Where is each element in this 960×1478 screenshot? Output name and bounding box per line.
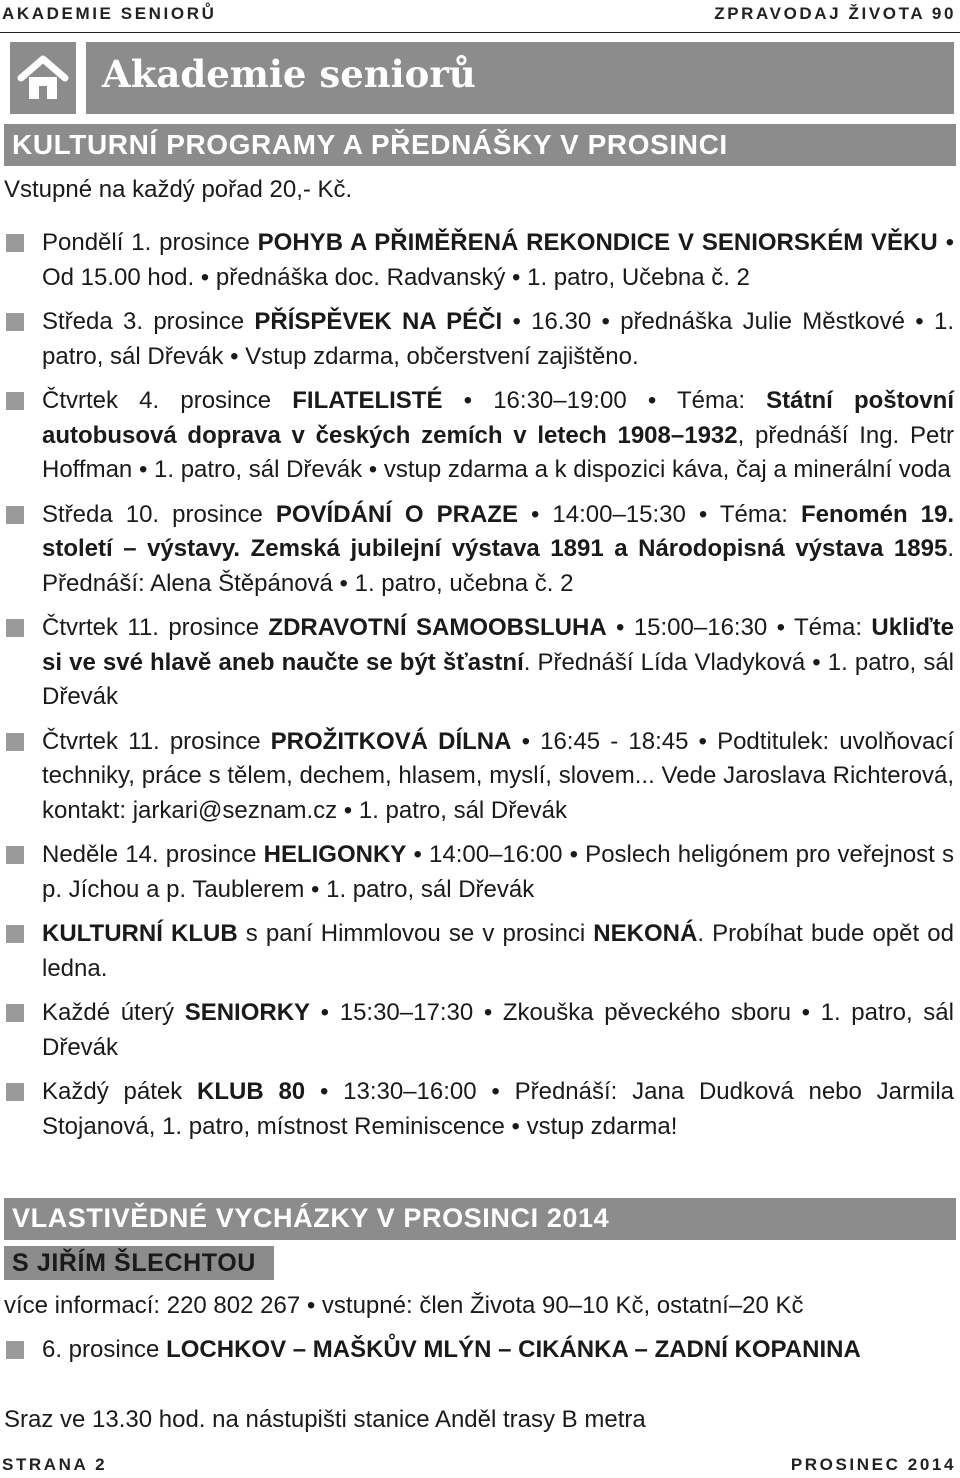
item-date: Čtvrtek 4. prosince: [42, 387, 293, 414]
item-topic: Fenomén 19. století – výstavy. Zemská jubilejní výstava 1891 a Národopisná výstava 1895: [42, 500, 955, 562]
list-item: [6, 226, 954, 295]
section-heading-walks-text: VLASTIVĚDNÉ VYCHÁZKY V PROSINCI 2014: [12, 1203, 610, 1233]
item-date: Každé úterý: [42, 999, 185, 1026]
square-bullet-icon: [6, 925, 24, 943]
square-bullet-icon: [6, 1004, 24, 1022]
item-date: Čtvrtek 11. prosince: [42, 727, 271, 755]
item-details: s paní Himmlovou se v prosinci: [237, 920, 594, 947]
item-date: Středa 10. prosince: [42, 500, 276, 528]
item-title: ZDRAVOTNÍ SAMOOBSLUHA: [268, 614, 607, 641]
item-status: NEKONÁ: [593, 920, 698, 947]
item-details: • 16.30 • přednáška Julie Městkové • 1. patro, sál Dřevák • Vstup zdarma, občerstvení zajištěno.: [42, 308, 954, 370]
item-details: • 13:30–16:00 • Přednáší: Jana Dudková nebo Jarmila Stojanová, 1. patro, místnost Reminiscence • vstup zdarma!: [42, 1078, 954, 1140]
item-title: HELIGONKY: [263, 841, 407, 868]
home-icon-box: [10, 42, 76, 114]
item-time: • 16:30–19:00 • Téma:: [442, 387, 767, 414]
item-title: KULTURNÍ KLUB: [42, 920, 238, 947]
square-bullet-icon: [6, 1341, 24, 1359]
item-details: . Přednáší Lída Vladyková • 1. patro, sál Dřevák: [42, 648, 954, 710]
item-time: • 15:00–16:30 • Téma:: [606, 614, 872, 641]
item-date: Neděle 14. prosince: [42, 841, 264, 868]
square-bullet-icon: [6, 619, 24, 637]
section-subheading-guide: [4, 1246, 274, 1280]
page-title: Akademie seniorů: [102, 52, 476, 96]
square-bullet-icon: [6, 506, 24, 524]
section-subheading-guide-text: S JIŘÍM ŠLECHTOU: [12, 1249, 256, 1277]
square-bullet-icon: [6, 313, 24, 331]
list-item: [6, 838, 954, 907]
footer-issue-date: PROSINEC 2014: [790, 1455, 956, 1474]
item-details: • 14:00–16:00 • Poslech heligónem pro veřejnost s p. Jíchou a p. Taublerem • 1. patro, sál Dřevák: [42, 841, 955, 903]
list-item: [6, 725, 954, 829]
list-item: [6, 384, 954, 488]
item-date: Pondělí 1. prosince: [42, 229, 258, 256]
item-title: SENIORKY: [184, 999, 311, 1026]
item-title: POVÍDÁNÍ O PRAZE: [275, 500, 518, 528]
walk-item: [6, 1333, 960, 1368]
page-header: [0, 0, 960, 33]
section-heading-programs-text: KULTURNÍ PROGRAMY A PŘEDNÁŠKY V PROSINCI: [12, 129, 728, 160]
item-details: • Od 15.00 hod. • přednáška doc. Radvanský • 1. patro, Učebna č. 2: [42, 229, 954, 291]
section-heading-programs: [4, 124, 956, 166]
square-bullet-icon: [6, 733, 24, 751]
home-icon: [10, 42, 76, 114]
item-title: PROŽITKOVÁ DÍLNA: [270, 727, 512, 755]
item-topic: Ukliďte si ve své hlavě aneb naučte se být šťastní: [42, 614, 954, 676]
meeting-point: Sraz ve 13.30 hod. na nástupišti stanice Anděl trasy B metra: [4, 1406, 646, 1433]
item-title: PŘÍSPĚVEK NA PÉČI: [254, 308, 503, 335]
admission-note: Vstupné na každý pořad 20,- Kč.: [4, 176, 353, 203]
list-item: [6, 917, 954, 986]
section-heading-walks: [4, 1198, 956, 1240]
item-topic: Státní poštovní autobusová doprava v českých zemích v letech 1908–1932: [42, 387, 954, 449]
item-details: , přednáší Ing. Petr Hoffman • 1. patro, sál Dřevák • vstup zdarma a k dispozici káva, čaj a minerální voda: [42, 421, 954, 483]
square-bullet-icon: [6, 1083, 24, 1101]
item-details: • 15:30–17:30 • Zkouška pěveckého sboru • 1. patro, sál Dřevák: [42, 999, 954, 1061]
item-details: • 16:45 - 18:45 • Podtitulek: uvolňovací techniky, práce s tělem, dechem, hlasem, myslí, slovem... Vede Jaroslava Richterová, kontakt: jarkari@seznam.cz • 1. patro, sál Dřevák: [42, 727, 954, 824]
list-item: [6, 305, 954, 374]
item-title: FILATELISTÉ: [292, 387, 443, 414]
list-item: [6, 498, 954, 602]
walk-date: 6. prosince: [42, 1336, 167, 1363]
square-bullet-icon: [6, 234, 24, 252]
item-date: Každý pátek: [42, 1078, 197, 1105]
list-item: [6, 1075, 954, 1144]
item-date: Čtvrtek 11. prosince: [42, 614, 269, 641]
list-item: [6, 996, 954, 1065]
header-publication-name: ZPRAVODAJ ŽIVOTA 90: [714, 4, 956, 23]
item-title: KLUB 80: [197, 1078, 306, 1105]
item-date: Středa 3. prosince: [42, 308, 255, 335]
header-section-name: AKADEMIE SENIORŮ: [2, 4, 217, 23]
list-item: [6, 611, 954, 715]
item-details: . Přednáší: Alena Štěpánová • 1. patro, učebna č. 2: [42, 535, 954, 597]
item-details: . Probíhat bude opět od ledna.: [42, 920, 954, 982]
walks-info: více informací: 220 802 267 • vstupné: člen Života 90–10 Kč, ostatní–20 Kč: [4, 1292, 804, 1319]
item-time: • 14:00–15:30 • Téma:: [517, 500, 801, 528]
item-title: POHYB A PŘIMĚŘENÁ REKONDICE V SENIORSKÉM VĚKU: [257, 229, 938, 256]
square-bullet-icon: [6, 846, 24, 864]
square-bullet-icon: [6, 392, 24, 410]
footer-page-number: STRANA 2: [2, 1455, 108, 1474]
program-list: [0, 226, 960, 1154]
title-band: [86, 42, 954, 114]
walk-title: LOCHKOV – MAŠKŮV MLÝN – CIKÁNKA – ZADNÍ KOPANINA: [166, 1336, 861, 1363]
